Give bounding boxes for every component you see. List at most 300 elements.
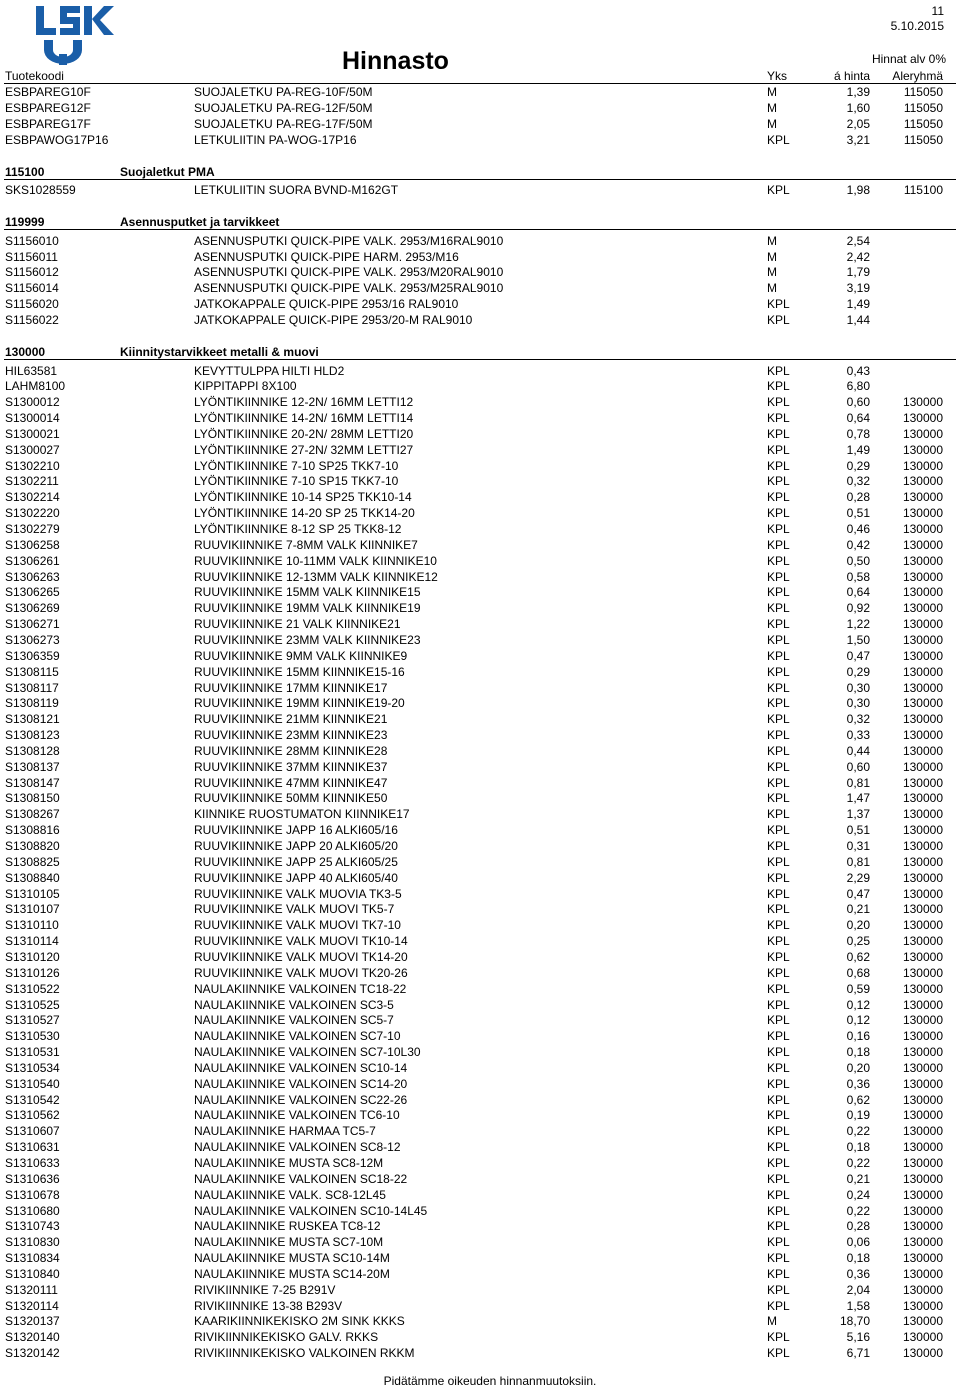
- cell-code: ESBPAREG12F: [5, 100, 91, 115]
- cell-group: 130000: [902, 1282, 943, 1297]
- cell-code: S1306359: [5, 648, 60, 663]
- cell-group: 115050: [903, 85, 943, 99]
- cell-desc: NAULAKIINNIKE VALKOINEN SC7-10: [194, 1029, 401, 1044]
- cell-code: ESBPAREG10F: [5, 85, 91, 99]
- cell-unit: KPL: [767, 1203, 790, 1218]
- cell-group: 130000: [902, 759, 943, 774]
- cell-unit: KPL: [767, 886, 790, 901]
- cell-price: 1,47: [846, 791, 870, 806]
- cell-code: S1308267: [5, 807, 60, 822]
- table-row: [0, 838, 960, 854]
- cell-unit: KPL: [767, 379, 790, 394]
- cell-price: 0,22: [846, 1124, 870, 1139]
- cell-unit: KPL: [767, 823, 790, 838]
- table-row: [0, 1313, 960, 1329]
- cell-desc: RUUVIKIINNIKE 23MM KIINNIKE23: [194, 728, 388, 742]
- cell-price: 0,51: [846, 506, 870, 521]
- page-number: 11: [931, 4, 944, 18]
- group-desc: Kiinnitystarvikkeet metalli & muovi: [120, 345, 319, 360]
- cell-group: 130000: [902, 1219, 943, 1234]
- table-row: [0, 775, 960, 791]
- cell-unit: KPL: [767, 1060, 790, 1075]
- cell-group: 130000: [902, 934, 943, 949]
- cell-unit: KPL: [767, 712, 790, 727]
- cell-group: 130000: [902, 411, 943, 425]
- cell-price: 0,50: [846, 553, 870, 568]
- cell-code: S1308115: [5, 664, 59, 679]
- cell-code: HIL63581: [5, 363, 58, 378]
- cell-code: S1156020: [5, 297, 59, 312]
- cell-desc: RUUVIKIINNIKE VALK MUOVI TK20-26: [194, 965, 408, 980]
- cell-code: S1306263: [5, 569, 60, 584]
- cell-unit: M: [767, 249, 777, 264]
- cell-desc: JATKOKAPPALE QUICK-PIPE 2953/20-M RAL9010: [194, 312, 473, 327]
- cell-desc: ASENNUSPUTKI QUICK-PIPE VALK. 2953/M16RAL9010: [194, 233, 504, 248]
- cell-unit: KPL: [767, 696, 790, 711]
- cell-desc: NAULAKIINNIKE VALKOINEN SC14-20: [194, 1076, 408, 1091]
- cell-unit: KPL: [767, 743, 790, 758]
- cell-desc: RUUVIKIINNIKE 9MM VALK KIINNIKE9: [194, 648, 408, 663]
- cell-group: 130000: [902, 569, 943, 584]
- cell-unit: KPL: [767, 918, 790, 933]
- cell-unit: KPL: [767, 1235, 790, 1250]
- cell-unit: KPL: [767, 902, 790, 917]
- document-date: 5.10.2015: [890, 19, 944, 33]
- cell-code: S1308147: [5, 775, 60, 790]
- price-note: Hinnat alv 0%: [871, 52, 946, 66]
- cell-code: S1156012: [5, 265, 59, 280]
- cell-desc: NAULAKIINNIKE VALKOINEN SC22-26: [194, 1092, 408, 1107]
- cell-group: 130000: [902, 426, 943, 441]
- cell-price: 0,31: [846, 839, 870, 853]
- cell-code: S1300014: [5, 411, 60, 425]
- cell-price: 0,29: [846, 458, 870, 473]
- cell-unit: KPL: [767, 132, 790, 147]
- cell-desc: RUUVIKIINNIKE VALK MUOVI TK14-20: [194, 949, 408, 964]
- cell-desc: RUUVIKIINNIKE 19MM VALK KIINNIKE19: [194, 601, 421, 616]
- table-row: [0, 680, 960, 696]
- cell-code: S1310126: [5, 965, 60, 980]
- table-row: [0, 1123, 960, 1139]
- cell-code: S1308123: [5, 728, 60, 742]
- cell-code: S1306258: [5, 537, 60, 552]
- cell-group: 130000: [902, 617, 943, 632]
- table-row: [0, 84, 960, 100]
- cell-desc: RUUVIKIINNIKE JAPP 20 ALKI605/20: [194, 839, 398, 853]
- table-row: [0, 1345, 960, 1361]
- cell-group: 130000: [902, 981, 943, 996]
- cell-price: 1,22: [846, 617, 870, 632]
- cell-desc: KIINNIKE RUOSTUMATON KIINNIKE17: [194, 807, 410, 822]
- cell-price: 0,18: [846, 1045, 870, 1059]
- cell-unit: KPL: [767, 1140, 790, 1155]
- cell-code: S1156011: [5, 249, 58, 264]
- table-row: [0, 648, 960, 664]
- cell-unit: KPL: [767, 363, 790, 378]
- table-row: [0, 1107, 960, 1123]
- cell-unit: KPL: [767, 183, 790, 198]
- table-row: [0, 870, 960, 886]
- cell-unit: KPL: [767, 553, 790, 568]
- header-code: Tuotekoodi: [5, 69, 64, 83]
- cell-price: 0,32: [846, 474, 870, 489]
- cell-price: 0,58: [846, 569, 870, 584]
- cell-unit: KPL: [767, 601, 790, 616]
- group-code: 130000: [5, 345, 46, 360]
- table-row: [0, 182, 960, 198]
- cell-code: S1308820: [5, 839, 60, 853]
- cell-price: 1,49: [846, 442, 870, 457]
- cell-unit: KPL: [767, 617, 790, 632]
- group-divider: [4, 179, 956, 180]
- cell-code: S1310830: [5, 1235, 60, 1250]
- cell-group: 130000: [902, 1346, 943, 1361]
- cell-price: 18,70: [839, 1314, 870, 1329]
- cell-desc: RUUVIKIINNIKE 47MM KIINNIKE47: [194, 775, 388, 790]
- cell-group: 130000: [902, 807, 943, 822]
- cell-unit: M: [767, 281, 777, 296]
- cell-desc: LETKULIITIN SUORA BVND-M162GT: [194, 183, 399, 198]
- table-row: [0, 949, 960, 965]
- cell-price: 0,92: [846, 601, 870, 616]
- cell-unit: KPL: [767, 474, 790, 489]
- group-divider: [4, 359, 956, 360]
- cell-desc: NAULAKIINNIKE VALKOINEN SC10-14: [194, 1060, 408, 1075]
- cell-unit: KPL: [767, 1013, 790, 1028]
- cell-desc: RIVIKIINNIKE 7-25 B291V: [194, 1282, 336, 1297]
- table-row: [0, 664, 960, 680]
- cell-unit: M: [767, 233, 777, 248]
- table-row: [0, 264, 960, 280]
- cell-desc: SUOJALETKU PA-REG-10F/50M: [194, 85, 373, 99]
- group-code: 115100: [5, 164, 45, 179]
- header-price: á hinta: [833, 69, 870, 83]
- cell-code: S1156014: [5, 281, 59, 296]
- cell-desc: JATKOKAPPALE QUICK-PIPE 2953/16 RAL9010: [194, 297, 459, 312]
- cell-price: 0,22: [846, 1203, 870, 1218]
- table-row: [0, 933, 960, 949]
- cell-desc: NAULAKIINNIKE VALK. SC8-12L45: [194, 1187, 386, 1202]
- cell-desc: ASENNUSPUTKI QUICK-PIPE VALK. 2953/M25RAL9010: [194, 281, 504, 296]
- table-row: [0, 537, 960, 553]
- cell-group: 130000: [902, 1092, 943, 1107]
- cell-desc: RUUVIKIINNIKE 15MM KIINNIKE15-16: [194, 664, 405, 679]
- cell-unit: M: [767, 85, 777, 99]
- table-row: [0, 233, 960, 249]
- cell-group: 115050: [903, 132, 943, 147]
- cell-unit: KPL: [767, 648, 790, 663]
- cell-desc: LETKULIITIN PA-WOG-17P16: [194, 132, 357, 147]
- cell-price: 0,44: [846, 743, 870, 758]
- cell-group: 130000: [902, 728, 943, 742]
- cell-price: 2,05: [846, 116, 870, 131]
- table-row: [0, 1298, 960, 1314]
- table-row: [0, 1171, 960, 1187]
- table-row: [0, 1234, 960, 1250]
- cell-unit: KPL: [767, 1124, 790, 1139]
- cell-desc: NAULAKIINNIKE MUSTA SC10-14M: [194, 1251, 390, 1265]
- cell-desc: SUOJALETKU PA-REG-17F/50M: [194, 116, 373, 131]
- cell-desc: RUUVIKIINNIKE 12-13MM VALK KIINNIKE12: [194, 569, 438, 584]
- group-code: 119999: [5, 215, 45, 230]
- cell-unit: KPL: [767, 1346, 790, 1361]
- cell-desc: KIPPITAPPI 8X100: [194, 379, 297, 394]
- cell-unit: KPL: [767, 775, 790, 790]
- table-row: [0, 997, 960, 1013]
- table-row: [0, 711, 960, 727]
- table-row: [0, 280, 960, 296]
- table-row: [0, 363, 960, 379]
- cell-price: 0,21: [846, 902, 870, 917]
- cell-code: S1308816: [5, 823, 60, 838]
- table-row: [0, 584, 960, 600]
- cell-unit: KPL: [767, 506, 790, 521]
- table-row: [0, 1218, 960, 1234]
- cell-unit: KPL: [767, 522, 790, 536]
- cell-price: 0,43: [846, 363, 870, 378]
- company-logo: [34, 4, 116, 66]
- cell-group: 130000: [902, 997, 943, 1012]
- cell-group: 130000: [902, 1140, 943, 1155]
- cell-code: LAHM8100: [5, 379, 66, 394]
- cell-code: S1310531: [5, 1045, 60, 1059]
- cell-price: 1,58: [846, 1298, 870, 1313]
- cell-code: S1310114: [5, 934, 59, 949]
- cell-unit: M: [767, 116, 777, 131]
- cell-code: S1300027: [5, 442, 60, 457]
- cell-code: S1302214: [5, 490, 60, 505]
- table-row: [0, 1329, 960, 1345]
- cell-group: 115050: [903, 100, 943, 115]
- cell-desc: KEVYTTULPPA HILTI HLD2: [194, 363, 345, 378]
- cell-unit: M: [767, 100, 777, 115]
- table-row: [0, 410, 960, 426]
- cell-unit: KPL: [767, 585, 790, 600]
- cell-code: S1310120: [5, 949, 60, 964]
- cell-code: S1306261: [5, 553, 60, 568]
- cell-unit: KPL: [767, 839, 790, 853]
- cell-desc: NAULAKIINNIKE RUSKEA TC8-12: [194, 1219, 381, 1234]
- cell-code: S1302220: [5, 506, 60, 521]
- cell-price: 0,64: [846, 585, 870, 600]
- cell-code: S1310540: [5, 1076, 60, 1091]
- cell-unit: KPL: [767, 1171, 790, 1186]
- cell-price: 0,64: [846, 411, 870, 425]
- table-row: [0, 442, 960, 458]
- cell-desc: RUUVIKIINNIKE 37MM KIINNIKE37: [194, 759, 388, 774]
- cell-code: S1310527: [5, 1013, 60, 1028]
- table-row: [0, 1282, 960, 1298]
- cell-price: 0,51: [846, 823, 870, 838]
- cell-price: 0,19: [846, 1108, 870, 1123]
- cell-code: S1320114: [5, 1298, 59, 1313]
- table-row: [0, 1012, 960, 1028]
- cell-desc: RUUVIKIINNIKE 7-8MM VALK KIINNIKE7: [194, 537, 418, 552]
- cell-price: 1,44: [846, 312, 870, 327]
- cell-desc: RUUVIKIINNIKE JAPP 16 ALKI605/16: [194, 823, 398, 838]
- cell-price: 0,60: [846, 395, 870, 410]
- cell-code: S1308137: [5, 759, 60, 774]
- cell-desc: NAULAKIINNIKE VALKOINEN TC6-10: [194, 1108, 400, 1123]
- table-row: [0, 981, 960, 997]
- cell-group: 130000: [902, 632, 943, 647]
- cell-group: 130000: [902, 965, 943, 980]
- cell-price: 3,21: [846, 132, 870, 147]
- cell-code: S1306271: [5, 617, 60, 632]
- cell-price: 0,12: [846, 1013, 870, 1028]
- cell-group: 130000: [902, 553, 943, 568]
- cell-desc: NAULAKIINNIKE VALKOINEN SC10-14L45: [194, 1203, 428, 1218]
- cell-group: 130000: [902, 1314, 943, 1329]
- cell-unit: KPL: [767, 1156, 790, 1170]
- table-row: [0, 759, 960, 775]
- table-row: [0, 1250, 960, 1266]
- cell-unit: KPL: [767, 312, 790, 327]
- cell-price: 0,30: [846, 680, 870, 695]
- cell-unit: KPL: [767, 728, 790, 742]
- cell-desc: RUUVIKIINNIKE VALK MUOVI TK7-10: [194, 918, 401, 933]
- cell-group: 130000: [902, 1124, 943, 1139]
- cell-group: 130000: [902, 1298, 943, 1313]
- cell-desc: NAULAKIINNIKE VALKOINEN SC3-5: [194, 997, 394, 1012]
- table-row: [0, 822, 960, 838]
- lsk-logo-icon: [34, 4, 116, 66]
- cell-code: S1308128: [5, 743, 60, 758]
- cell-unit: KPL: [767, 1029, 790, 1044]
- cell-unit: KPL: [767, 664, 790, 679]
- cell-desc: LYÖNTIKIINNIKE 7-10 SP15 TKK7-10: [194, 474, 399, 489]
- table-row: [0, 394, 960, 410]
- cell-price: 0,78: [846, 426, 870, 441]
- cell-group: 130000: [902, 1251, 943, 1265]
- table-row: [0, 600, 960, 616]
- column-headers: [0, 69, 960, 84]
- cell-group: 115050: [903, 116, 943, 131]
- cell-group: 130000: [902, 474, 943, 489]
- cell-price: 1,79: [846, 265, 870, 280]
- cell-price: 3,19: [846, 281, 870, 296]
- table-row: [0, 1060, 960, 1076]
- cell-code: S1310631: [5, 1140, 60, 1155]
- cell-code: ESBPAWOG17P16: [5, 132, 109, 147]
- cell-unit: KPL: [767, 1298, 790, 1313]
- group-heading-row: [0, 164, 960, 180]
- footer-note: Pidätämme oikeuden hinnanmuutoksiin.: [383, 1374, 597, 1388]
- cell-price: 2,42: [846, 249, 870, 264]
- cell-unit: KPL: [767, 870, 790, 885]
- cell-price: 0,81: [846, 854, 870, 869]
- cell-price: 0,28: [846, 1219, 870, 1234]
- cell-price: 0,81: [846, 775, 870, 790]
- cell-code: S1308117: [5, 680, 59, 695]
- cell-code: S1310834: [5, 1251, 60, 1265]
- cell-group: 130000: [902, 490, 943, 505]
- cell-group: 130000: [902, 1060, 943, 1075]
- cell-unit: KPL: [767, 1330, 790, 1345]
- cell-price: 5,16: [846, 1330, 870, 1345]
- cell-price: 1,98: [846, 183, 870, 198]
- cell-group: 130000: [902, 458, 943, 473]
- cell-group: 130000: [902, 537, 943, 552]
- cell-unit: KPL: [767, 807, 790, 822]
- cell-unit: KPL: [767, 1092, 790, 1107]
- cell-code: S1310633: [5, 1156, 60, 1170]
- cell-unit: KPL: [767, 949, 790, 964]
- cell-group: 130000: [902, 743, 943, 758]
- cell-desc: RUUVIKIINNIKE VALK MUOVI TK5-7: [194, 902, 395, 917]
- cell-unit: KPL: [767, 965, 790, 980]
- table-row: [0, 727, 960, 743]
- cell-desc: RIVIKIINNIKEKISKO VALKOINEN RKKM: [194, 1346, 415, 1361]
- group-heading-row: [0, 344, 960, 360]
- group-desc: Asennusputket ja tarvikkeet: [120, 215, 280, 230]
- group-heading-row: [0, 214, 960, 230]
- cell-price: 0,32: [846, 712, 870, 727]
- table-row: [0, 1028, 960, 1044]
- table-row: [0, 1155, 960, 1171]
- group-desc: Suojaletkut PMA: [120, 164, 215, 179]
- table-row: [0, 249, 960, 265]
- cell-price: 0,21: [846, 1171, 870, 1186]
- table-row: [0, 901, 960, 917]
- cell-group: 130000: [902, 1330, 943, 1345]
- cell-price: 0,06: [846, 1235, 870, 1250]
- cell-price: 0,46: [846, 522, 870, 536]
- header-group: Aleryhmä: [892, 69, 943, 83]
- cell-code: S1310522: [5, 981, 60, 996]
- cell-price: 0,16: [846, 1029, 870, 1044]
- cell-desc: RUUVIKIINNIKE 19MM KIINNIKE19-20: [194, 696, 405, 711]
- cell-price: 0,59: [846, 981, 870, 996]
- cell-desc: NAULAKIINNIKE HARMAA TC5-7: [194, 1124, 376, 1139]
- table-row: [0, 378, 960, 394]
- cell-price: 2,04: [846, 1282, 870, 1297]
- cell-code: SKS1028559: [5, 183, 76, 198]
- cell-price: 0,42: [846, 537, 870, 552]
- cell-group: 130000: [902, 1045, 943, 1059]
- cell-price: 0,28: [846, 490, 870, 505]
- cell-price: 1,60: [846, 100, 870, 115]
- cell-desc: KAARIKIINNIKEKISKO 2M SINK KKKS: [194, 1314, 405, 1329]
- cell-group: 130000: [902, 680, 943, 695]
- cell-unit: KPL: [767, 426, 790, 441]
- cell-unit: KPL: [767, 297, 790, 312]
- cell-group: 130000: [902, 664, 943, 679]
- table-row: [0, 695, 960, 711]
- cell-group: 130000: [902, 648, 943, 663]
- table-row: [0, 806, 960, 822]
- cell-code: S1308840: [5, 870, 60, 885]
- cell-group: 130000: [902, 791, 943, 806]
- cell-group: 130000: [902, 775, 943, 790]
- cell-desc: RUUVIKIINNIKE 15MM VALK KIINNIKE15: [194, 585, 421, 600]
- table-row: [0, 100, 960, 116]
- table-row: [0, 458, 960, 474]
- table-row: [0, 632, 960, 648]
- cell-unit: KPL: [767, 680, 790, 695]
- cell-code: S1308121: [5, 712, 60, 727]
- table-row: [0, 1187, 960, 1203]
- cell-unit: M: [767, 1314, 777, 1329]
- cell-group: 130000: [902, 395, 943, 410]
- cell-unit: KPL: [767, 395, 790, 410]
- cell-group: 130000: [902, 1013, 943, 1028]
- cell-code: S1300012: [5, 395, 60, 410]
- cell-code: S1310840: [5, 1266, 60, 1281]
- cell-price: 0,62: [846, 949, 870, 964]
- cell-desc: LYÖNTIKIINNIKE 27-2N/ 32MM LETTI27: [194, 442, 414, 457]
- cell-desc: RUUVIKIINNIKE 50MM KIINNIKE50: [194, 791, 388, 806]
